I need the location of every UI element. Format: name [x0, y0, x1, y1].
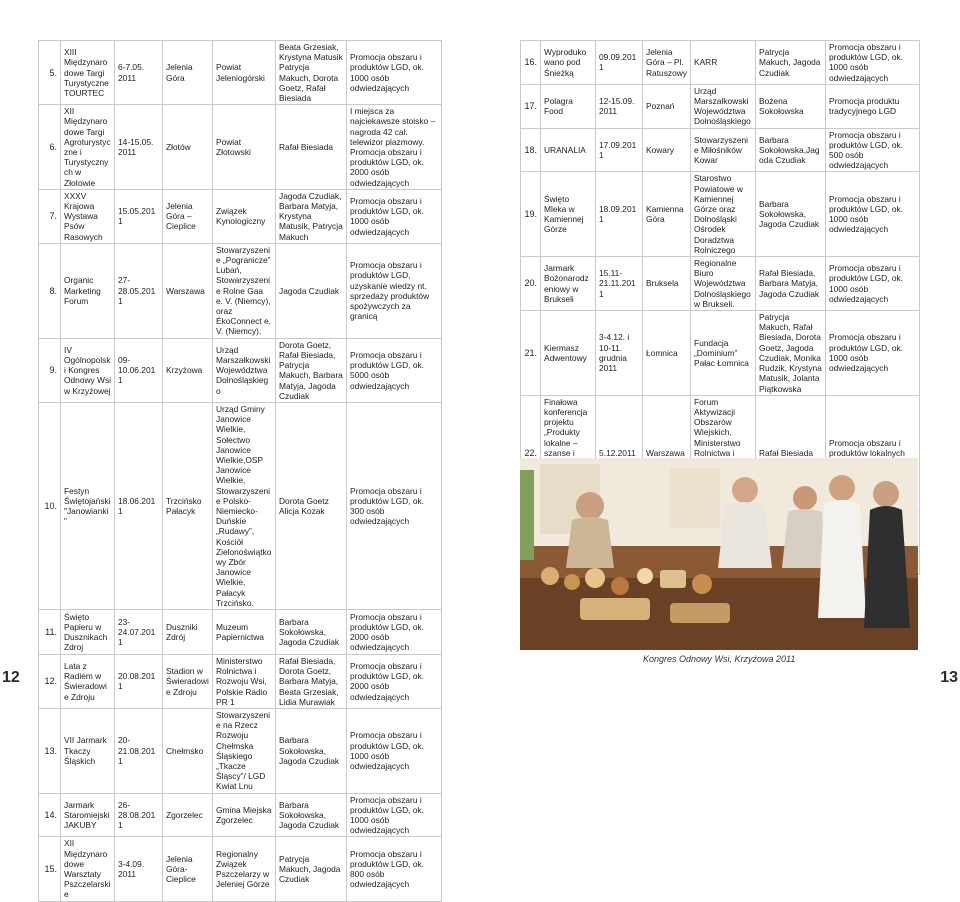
event-name: Lata z Radiem w Świeradowie Zdroju [61, 654, 115, 708]
table-row [521, 41, 920, 85]
event-result: Promocja obszaru i produktów LGD, ok. 1000 osób odwiedzających [826, 172, 920, 257]
table-row [39, 402, 442, 609]
event-name: VII Jarmark Tkaczy Śląskich [61, 708, 115, 793]
table-row [39, 338, 442, 402]
event-place: Bruksela [643, 257, 691, 311]
event-date: 09-10.06.2011 [115, 338, 163, 402]
event-producers: Patrycja Makuch, Rafał Biesiada, Dorota Goetz, Jagoda Czudiak, Monika Rudzik, Krystyna Matusik, Jolanta Piątkowska [756, 311, 826, 396]
event-result: Promocja obszaru i produktów LGD, ok. 1000 osób odwiedzających [826, 41, 920, 85]
event-result: Promocja obszaru i produktów LGD, ok. 1000 osób odwiedzających [347, 793, 442, 837]
event-result: Promocja obszaru i produktów LGD, ok. 2000 osób odwiedzających [347, 654, 442, 708]
events-table-left [38, 40, 442, 902]
table-row [521, 257, 920, 311]
event-organizer: Urząd Marszałkowski Województwa Dolnośląskiego [213, 338, 276, 402]
page-number-right: 13 [940, 668, 958, 686]
table-row [521, 172, 920, 257]
event-result: I miejsca za najciekawsze stoisko – nagroda 42 cal. telewizor plazmowy. Promocja obszaru i produktów LGD, ok. 2000 osób odwiedzających [347, 105, 442, 190]
event-place: Stadion w Świeradowie Zdroju [163, 654, 213, 708]
event-producers: Beata Grzesiak, Krystyna Matusik Patrycja Makuch, Dorota Goetz, Rafał Biesiada [276, 41, 347, 105]
event-place: Duszniki Zdrój [163, 609, 213, 654]
event-producers: Bożena Sokołowska [756, 84, 826, 128]
event-organizer: Związek Kynologiczny [213, 189, 276, 243]
row-number: 13. [39, 708, 61, 793]
photo-illustration [520, 458, 918, 650]
event-organizer: Fundacja „Dominium” Pałac Łomnica [691, 311, 756, 396]
event-organizer: Powiat Jeleniogórski [213, 41, 276, 105]
event-producers: Patrycja Makuch, Jagoda Czudiak [756, 41, 826, 85]
event-organizer: Stowarzyszenie na Rzecz Rozwoju Chełmska Śląskiego „Tkacze Śląscy”/ LGD Kwiat Lnu [213, 708, 276, 793]
event-organizer: Stowarzyszenie „Pogranicze” Lubań, Stowarzyszenie Rolne Gaa e. V. (Niemcy), oraz ÉkoConnect e. V. (Niemcy). [213, 243, 276, 338]
event-organizer: Regionalne Biuro Województwa Dolnośląskiego w Brukseli. [691, 257, 756, 311]
event-result: Promocja obszaru i produktów LGD, ok. 1000 osób odwiedzających [826, 311, 920, 396]
event-name: Jarmark Staromiejski JAKUBY [61, 793, 115, 837]
event-date: 23-24.07.2011 [115, 609, 163, 654]
event-producers: Rafał Biesiada [756, 395, 826, 510]
event-name: Organic Marketing Forum [61, 243, 115, 338]
event-producers: Barbara Sokołowska, Jagoda Czudiak [276, 708, 347, 793]
row-number: 19. [521, 172, 541, 257]
row-number: 15. [39, 837, 61, 901]
event-producers: Jagoda Czudiak, Barbara Matyja, Krystyna Matusik, Patrycja Makuch [276, 189, 347, 243]
event-place: Łomnica [643, 311, 691, 396]
event-organizer: Forum Aktywizacji Obszarów Wiejskich, Ministerstwo Rolnictwa i [691, 395, 756, 510]
event-result: Promocja obszaru i produktów LGD, ok. 2000 osób odwiedzających [347, 609, 442, 654]
left-page [0, 0, 480, 900]
event-date: 3-4.12. i 10-11. grudnia 2011 [596, 311, 643, 396]
event-name: Święto Mleka w Kamiennej Górze [541, 172, 596, 257]
event-name: Wyprodukowano pod Śnieżką [541, 41, 596, 85]
event-date: 27-28.05.2011 [115, 243, 163, 338]
event-result: Promocja obszaru i produktów LGD, ok. 1000 osób odwiedzających [347, 189, 442, 243]
event-producers: Rafał Biesiada, Dorota Goetz, Barbara Matyja, Beata Grzesiak, Lidia Murawiak [276, 654, 347, 708]
table-row [39, 793, 442, 837]
table-row [39, 189, 442, 243]
event-producers: Rafał Biesiada, Barbara Matyja, Jagoda Czudiak [756, 257, 826, 311]
event-place: Kamienna Góra [643, 172, 691, 257]
event-place: Poznań [643, 84, 691, 128]
event-date: 6-7.05. 2011 [115, 41, 163, 105]
row-number: 17. [521, 84, 541, 128]
photo-caption: Kongres Odnowy Wsi, Krzyżowa 2011 [643, 654, 796, 664]
event-date: 15.11-21.11.2011 [596, 257, 643, 311]
row-number: 12. [39, 654, 61, 708]
event-name: Święto Papieru w Dusznikach Zdroj [61, 609, 115, 654]
event-date: 12-15.09. 2011 [596, 84, 643, 128]
table-row [521, 84, 920, 128]
row-number: 9. [39, 338, 61, 402]
table-row [39, 837, 442, 901]
event-result: Promocja obszaru i produktów LGD, ok. 5000 osób odwiedzających [347, 338, 442, 402]
event-place: Kowary [643, 128, 691, 172]
table-row [521, 128, 920, 172]
event-place: Krzyżowa [163, 338, 213, 402]
event-result: Promocja obszaru i produktów LGD, ok. 1000 osób odwiedzających [347, 41, 442, 105]
event-organizer: KARR [691, 41, 756, 85]
event-photo [520, 458, 918, 650]
event-name: IV Ogólnopolski Kongres Odnowy Wsi w Krzyżowej [61, 338, 115, 402]
row-number: 8. [39, 243, 61, 338]
row-number: 7. [39, 189, 61, 243]
event-producers: Dorota Goetz Alicja Kozak [276, 402, 347, 609]
event-organizer: Stowarzyszenie Miłośników Kowar [691, 128, 756, 172]
row-number: 16. [521, 41, 541, 85]
event-place: Warszawa [163, 243, 213, 338]
row-number: 5. [39, 41, 61, 105]
row-number: 14. [39, 793, 61, 837]
event-producers: Patrycja Makuch, Jagoda Czudiak [276, 837, 347, 901]
row-number: 22. [521, 395, 541, 510]
event-date: 20.08.2011 [115, 654, 163, 708]
event-result: Promocja obszaru i produktów LGD, ok. 300 osób odwiedzających [347, 402, 442, 609]
event-date: 15.05.2011 [115, 189, 163, 243]
event-place: Złotów [163, 105, 213, 190]
row-number: 10. [39, 402, 61, 609]
event-result: Promocja obszaru i produktów LGD, ok. 500 osób odwiedzających [826, 128, 920, 172]
event-producers: Jagoda Czudiak [276, 243, 347, 338]
event-producers: Rafał Biesiada [276, 105, 347, 190]
event-place: Zgorzelec [163, 793, 213, 837]
event-result: Promocja obszaru i produktów LGD, ok. 1000 osób odwiedzających [826, 257, 920, 311]
event-result: Promocja obszaru i produktów lokalnych [826, 395, 920, 510]
event-organizer: Ministerstwo Rolnictwa i Rozwoju Wsi, Polskie Radio PR 1 [213, 654, 276, 708]
event-name: Polagra Food [541, 84, 596, 128]
event-place: Warszawa [643, 395, 691, 510]
event-organizer: Powiat Złotowski [213, 105, 276, 190]
event-place: Chełmsko [163, 708, 213, 793]
event-date: 3-4.09. 2011 [115, 837, 163, 901]
event-date: 18.09.2011 [596, 172, 643, 257]
table-row [39, 609, 442, 654]
event-result: Promocja produktu tradycyjnego LGD [826, 84, 920, 128]
event-organizer: Urząd Gminy Janowice Wielkie, Sołectwo Janowice Wielkie,OSP Janowice Wielkie, Stowarzyszenie Polsko-Niemiecko-Duńskie „Rudawy”, Kościół Zielonoświątkowy Zbór Janowice Wielkie, Pałacyk Trzcińsko. [213, 402, 276, 609]
event-producers: Dorota Goetz, Rafał Biesiada, Patrycja Makuch, Barbara Matyja, Jagoda Czudiak [276, 338, 347, 402]
event-place: Jelenia Góra – Pl. Ratuszowy [643, 41, 691, 85]
event-producers: Barbara Sokołowska, Jagoda Czudiak [276, 609, 347, 654]
event-place: Jelenia Góra [163, 41, 213, 105]
event-organizer: Muzeum Papiernictwa [213, 609, 276, 654]
event-name: Jarmark Bożonarodzeniowy w Brukseli [541, 257, 596, 311]
event-date: 14-15.05. 2011 [115, 105, 163, 190]
event-name: XII Międzynarodowe Targi Agroturystyczne i Turystycznych w Złotowie [61, 105, 115, 190]
event-date: 09.09.2011 [596, 41, 643, 85]
event-name: Finałowa konferencja projektu „Produkty lokalne – szanse i [541, 395, 596, 510]
row-number: 11. [39, 609, 61, 654]
event-place: Jelenia Góra-Cieplice [163, 837, 213, 901]
event-date: 17.09.2011 [596, 128, 643, 172]
row-number: 21. [521, 311, 541, 396]
page-number-left: 12 [2, 668, 20, 686]
event-date: 26-28.08.2011 [115, 793, 163, 837]
event-result: Promocja obszaru i produktów LGD, ok. 1000 osób odwiedzających [347, 708, 442, 793]
table-row [39, 243, 442, 338]
row-number: 20. [521, 257, 541, 311]
event-producers: Barbara Sokołowska, Jagoda Czudiak [756, 172, 826, 257]
event-result: Promocja obszaru i produktów LGD, uzyskanie wiedzy nt. sprzedaży produktów spożywczych za granicą [347, 243, 442, 338]
event-result: Promocja obszaru i produktów LGD, ok. 800 osób odwiedzających [347, 837, 442, 901]
event-organizer: Starostwo Powiatowe w Kamiennej Górze oraz Dolnośląski Ośrodek Doradztwa Rolniczego [691, 172, 756, 257]
event-producers: Barbara Sokołowska,Jagoda Czudiak [756, 128, 826, 172]
event-name: XIII Międzynarodowe Targi Turystyczne TOURTEC [61, 41, 115, 105]
event-date: 20-21.08.2011 [115, 708, 163, 793]
event-name: URANALIA [541, 128, 596, 172]
row-number: 6. [39, 105, 61, 190]
event-organizer: Urząd Marszałkowski Województwa Dolnośląskiego [691, 84, 756, 128]
event-organizer: Regionalny Związek Pszczelarzy w Jeleniej Górze [213, 837, 276, 901]
table-row [39, 654, 442, 708]
event-organizer: Gmina Miejska Zgorzelec [213, 793, 276, 837]
event-name: XXXV Krajowa Wystawa Psów Rasowych [61, 189, 115, 243]
event-name: Festyn Świętojański "Janowianki" [61, 402, 115, 609]
event-name: XII Międzynarodowe Warsztaty Pszczelarskie [61, 837, 115, 901]
event-name: Kiermasz Adwentowy [541, 311, 596, 396]
table-row [39, 41, 442, 105]
table-row [521, 311, 920, 396]
table-row [39, 708, 442, 793]
row-number: 18. [521, 128, 541, 172]
event-date: 5.12.2011 [596, 395, 643, 510]
table-row [39, 105, 442, 190]
event-place: Trzcińsko Pałacyk [163, 402, 213, 609]
event-place: Jelenia Góra – Cieplice [163, 189, 213, 243]
event-producers: Barbara Sokołowska, Jagoda Czudiak [276, 793, 347, 837]
event-date: 18.06.2011 [115, 402, 163, 609]
